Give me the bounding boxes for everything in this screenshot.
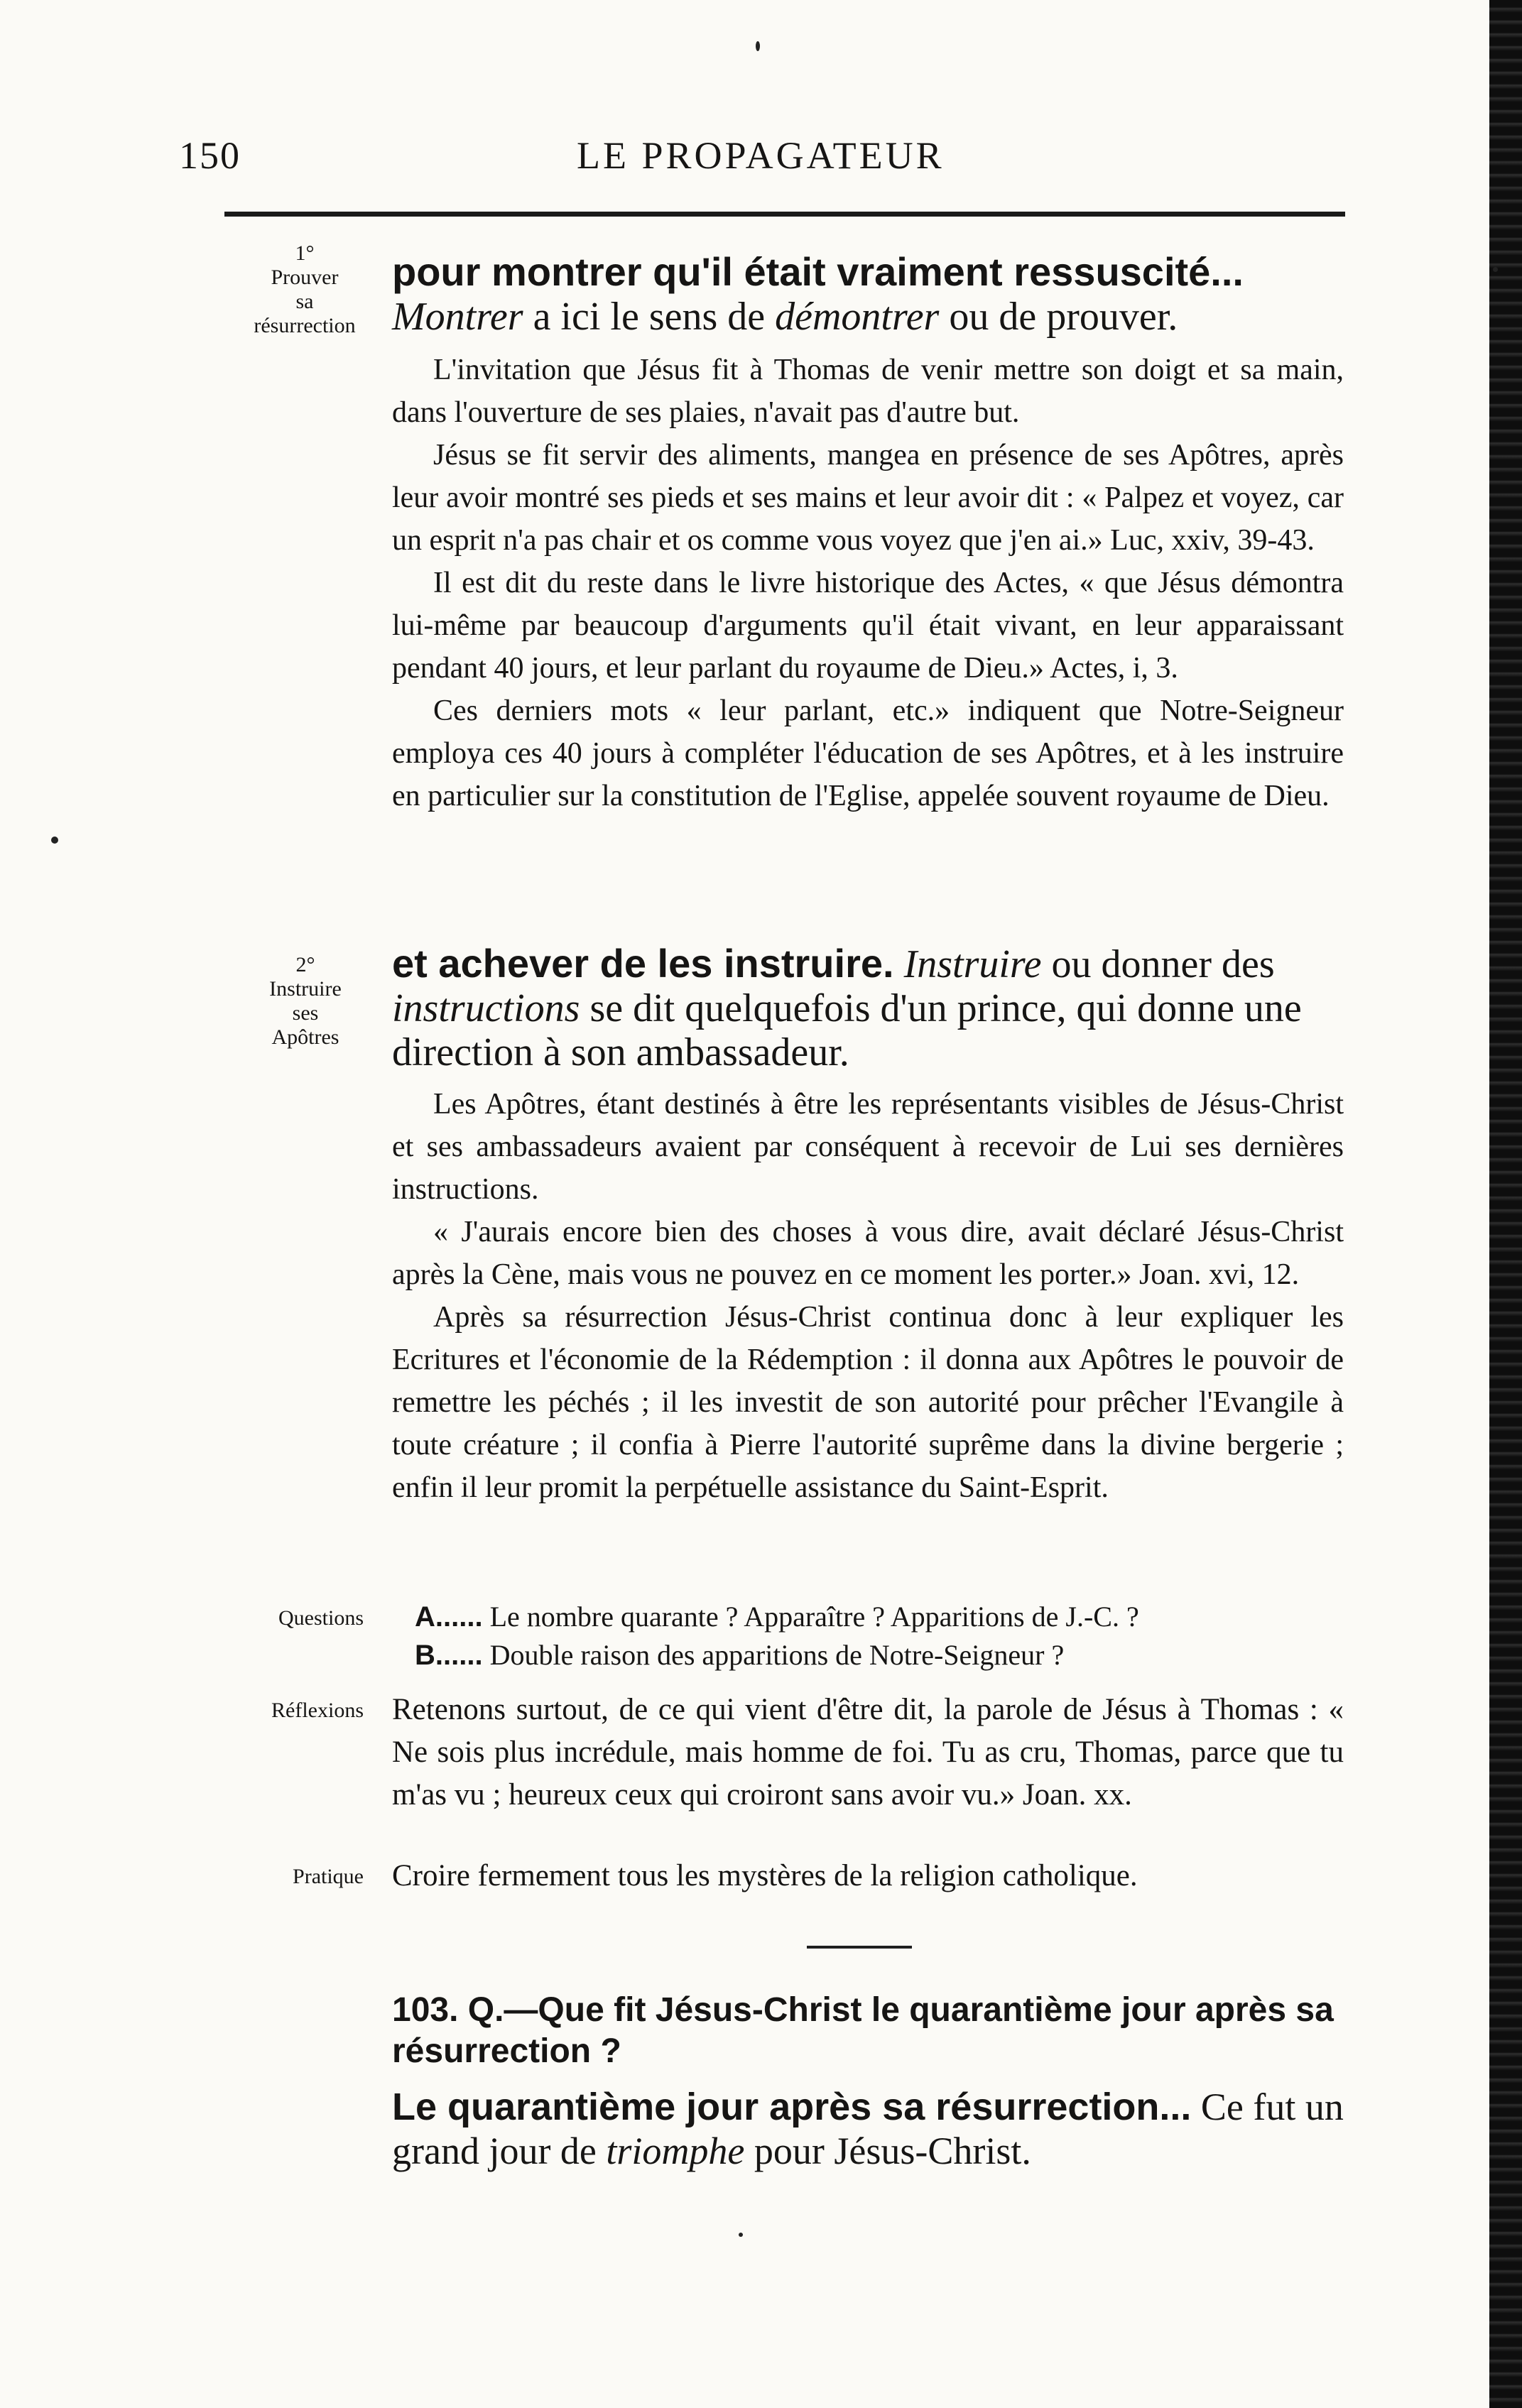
scan-speck: [51, 837, 58, 844]
section-lead: [392, 942, 1344, 1074]
scan-speck: [756, 41, 760, 51]
answer-bold: Le quarantième jour après sa résurrection...: [392, 2086, 1192, 2128]
pratique-text: Croire fermement tous les mystères de la religion catholique.: [392, 1859, 1138, 1892]
question-item: [415, 1636, 1338, 1674]
margin-note-line: résurrection: [254, 314, 356, 337]
question-text: Double raison des apparitions de Notre-Seigneur ?: [489, 1639, 1065, 1671]
lead-text: se dit quelquefois d'un prince, qui donne une direction à son ambassadeur.: [392, 986, 1302, 1074]
paragraph: Les Apôtres, étant destinés à être les représentants visibles de Jésus-Christ et ses ambassadeurs avaient par conséquent à recevoir de Lui ses dernières instructions.: [392, 1088, 1344, 1206]
scan-speck: [1493, 267, 1498, 272]
margin-note-line: sa: [295, 290, 314, 313]
question-label: B......: [415, 1640, 483, 1671]
margin-note-instruire: [234, 953, 376, 1050]
section-prouver: [392, 250, 1344, 817]
questions-block: [415, 1598, 1338, 1674]
section-instruire: [392, 942, 1344, 1509]
answer-text: Ce fut un grand jour de: [392, 2086, 1344, 2172]
margin-note-number: 2°: [295, 953, 315, 976]
reflexions-text: Retenons surtout, de ce qui vient d'être dit, la parole de Jésus à Thomas : « Ne sois plus incrédule, mais homme de foi. Tu as cru, Thomas, parce que tu m'as vu ; heureux ceux qui croiront sans avoir vu.» Joan. xx.: [392, 1693, 1344, 1812]
margin-note-line: Instruire: [269, 977, 342, 1001]
lead-italic: démontrer: [775, 295, 940, 339]
lead-text: ou de prouver.: [949, 295, 1178, 339]
margin-note-line: Prouver: [271, 266, 339, 289]
margin-note-line: Apôtres: [271, 1025, 339, 1049]
question-103-title: 103. Q.—Que fit Jésus-Christ le quarantième jour après sa résurrection ?: [392, 1991, 1334, 2070]
section-lead: [392, 250, 1344, 339]
margin-note-number: 1°: [295, 241, 315, 265]
running-title: LE PROPAGATEUR: [577, 134, 945, 177]
question-text: Le nombre quarante ? Apparaître ? Apparitions de J.-C. ?: [489, 1601, 1139, 1633]
margin-note-line: ses: [292, 1001, 319, 1025]
section-divider: [807, 1946, 912, 1949]
margin-note-reflexions: Réflexions: [271, 1699, 364, 1722]
lead-text: ou donner des: [1051, 942, 1275, 986]
paragraph: Après sa résurrection Jésus-Christ continua donc à leur expliquer les Ecritures et l'économie de la Rédemption : il donna aux Apôtres le pouvoir de remettre les péchés ; il les investit de son autorité pour prêcher l'Evangile à toute créature ; il confia à Pierre l'autorité suprême dans la divine bergerie ; enfin il leur promit la perpétuelle assistance du Saint-Esprit.: [392, 1301, 1344, 1504]
answer-italic: triomphe: [606, 2130, 745, 2172]
lead-text: a ici le sens de: [533, 295, 766, 339]
lead-bold: pour montrer qu'il était vraiment ressuscité...: [392, 249, 1244, 294]
lead-bold: et achever de les instruire.: [392, 941, 894, 986]
margin-note-pratique: Pratique: [293, 1865, 364, 1888]
paragraph: Ces derniers mots « leur parlant, etc.» indiquent que Notre-Seigneur employa ces 40 jours à compléter l'éducation de ses Apôtres, et à les instruire en particulier sur la constitution de l'Eglise, appelée souvent royaume de Dieu.: [392, 694, 1344, 812]
paragraph: L'invitation que Jésus fit à Thomas de venir mettre son doigt et sa main, dans l'ouverture de ses plaies, n'avait pas d'autre but.: [392, 354, 1344, 429]
question-103: [392, 1990, 1344, 2173]
lead-italic: Montrer: [392, 295, 523, 339]
answer-text: pour Jésus-Christ.: [754, 2130, 1031, 2172]
scan-speck: [739, 2233, 743, 2237]
lead-italic: instructions: [392, 986, 580, 1030]
question-label: A......: [415, 1601, 483, 1633]
paragraph: Il est dit du reste dans le livre historique des Actes, « que Jésus démontra lui-même par beaucoup d'arguments qu'il était vivant, en leur apparaissant pendant 40 jours, et leur parlant du royaume de Dieu.» Actes, i, 3.: [392, 567, 1344, 685]
page-number: 150: [179, 134, 241, 177]
margin-note-prouver: [202, 241, 408, 338]
pratique-block: [392, 1855, 1344, 1897]
question-item: [415, 1598, 1338, 1636]
margin-note-questions: Questions: [278, 1606, 364, 1630]
book-spine-shadow: [1489, 0, 1522, 2408]
question-103-answer: [392, 2085, 1344, 2173]
paragraph: « J'aurais encore bien des choses à vous dire, avait déclaré Jésus-Christ après la Cène, mais vous ne pouvez en ce moment les porter.» Joan. xvi, 12.: [392, 1216, 1344, 1291]
reflexions-block: [392, 1689, 1344, 1816]
paragraph: Jésus se fit servir des aliments, mangea en présence de ses Apôtres, après leur avoir montré ses pieds et ses mains et leur avoir dit : « Palpez et voyez, car un esprit n'a pas chair et os comme vous voyez que j'en ai.» Luc, xxiv, 39-43.: [392, 439, 1344, 557]
lead-italic: Instruire: [903, 942, 1042, 986]
header-rule: [224, 212, 1345, 217]
